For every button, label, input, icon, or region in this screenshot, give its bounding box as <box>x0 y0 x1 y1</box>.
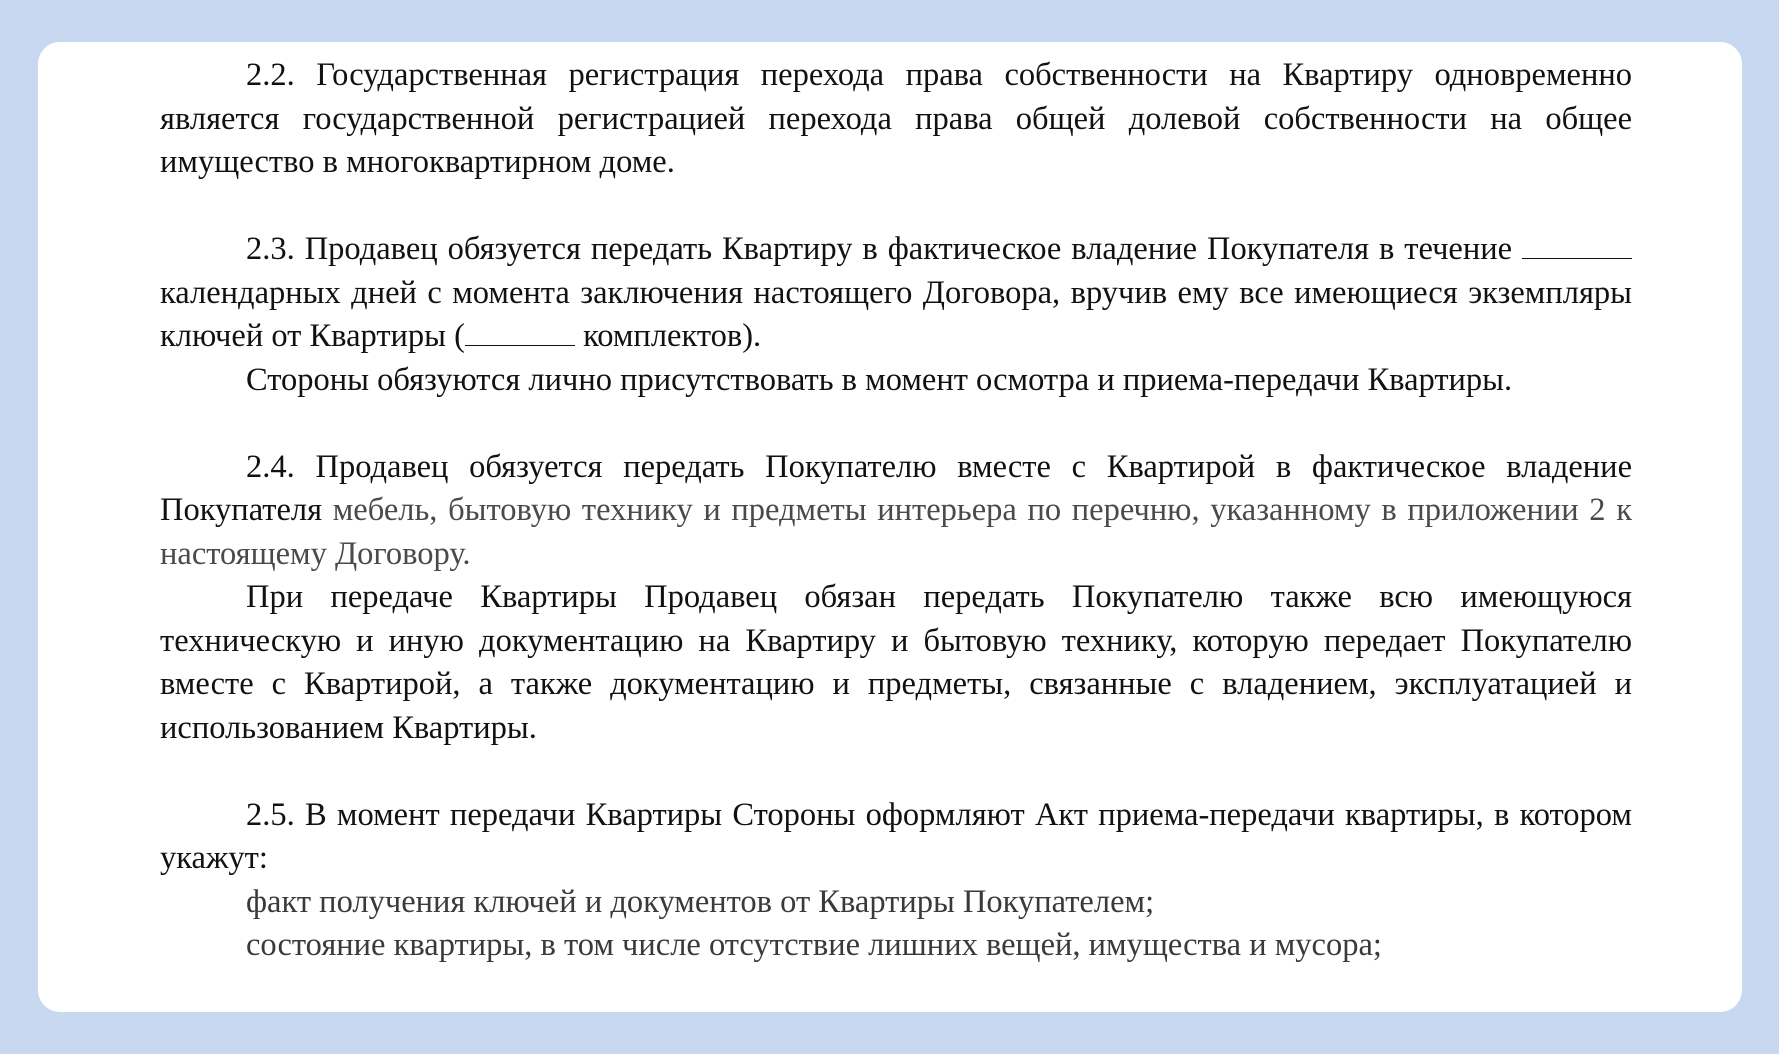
section-2-3 <box>160 228 1632 359</box>
section-2-4-lead: 2.4. Продавец обязуется передать Покупателю вместе с Квартирой в фактическое владение Покупателя <box>160 448 1632 528</box>
key-sets-blank <box>465 315 575 346</box>
section-2-3-followup: Стороны обязуются лично присутствовать в момент осмотра и приема-передачи Квартиры. <box>246 361 1513 398</box>
section-2-4-followup: При передаче Квартиры Продавец обязан передать Покупателю также всю имеющуюся техническую и иную документацию на Квартиру и бытовую технику, которую передает Покупателю вместе с Квартирой, а также документацию и предметы, связанные с владением, эксплуатацией и использованием Квартиры. <box>160 579 1632 746</box>
section-2-3-part2: календарных дней с момента заключения настоящего Договора, вручив ему все имеющиеся экземпляры ключей от Квартиры ( <box>160 274 1632 354</box>
section-2-2: 2.2. Государственная регистрация перехода права собственности на Квартиру одновременно является государственной регистрацией перехода права общей долевой собственности на общее имущество в многоквартирном доме. <box>160 57 1632 180</box>
contract-text <box>160 54 1632 968</box>
section-2-3-part1: 2.3. Продавец обязуется передать Квартиру в фактическое владение Покупателя в течение <box>246 231 1522 267</box>
days-blank <box>1522 228 1632 259</box>
section-2-3-part3: комплектов). <box>574 318 762 354</box>
document-card <box>38 42 1742 1012</box>
section-2-5: 2.5. В момент передачи Квартиры Стороны оформляют Акт приема-передачи квартиры, в котором укажут: <box>160 796 1632 876</box>
section-2-4-furniture-note: мебель, бытовую технику и предметы интерьера по перечню, указанному в приложении 2 к настоящему Договору. <box>160 492 1633 572</box>
act-item: факт получения ключей и документов от Квартиры Покупателем; <box>246 883 1155 920</box>
act-item: состояние квартиры, в том числе отсутствие лишних вещей, имущества и мусора; <box>246 927 1382 963</box>
section-2-4 <box>160 446 1632 577</box>
